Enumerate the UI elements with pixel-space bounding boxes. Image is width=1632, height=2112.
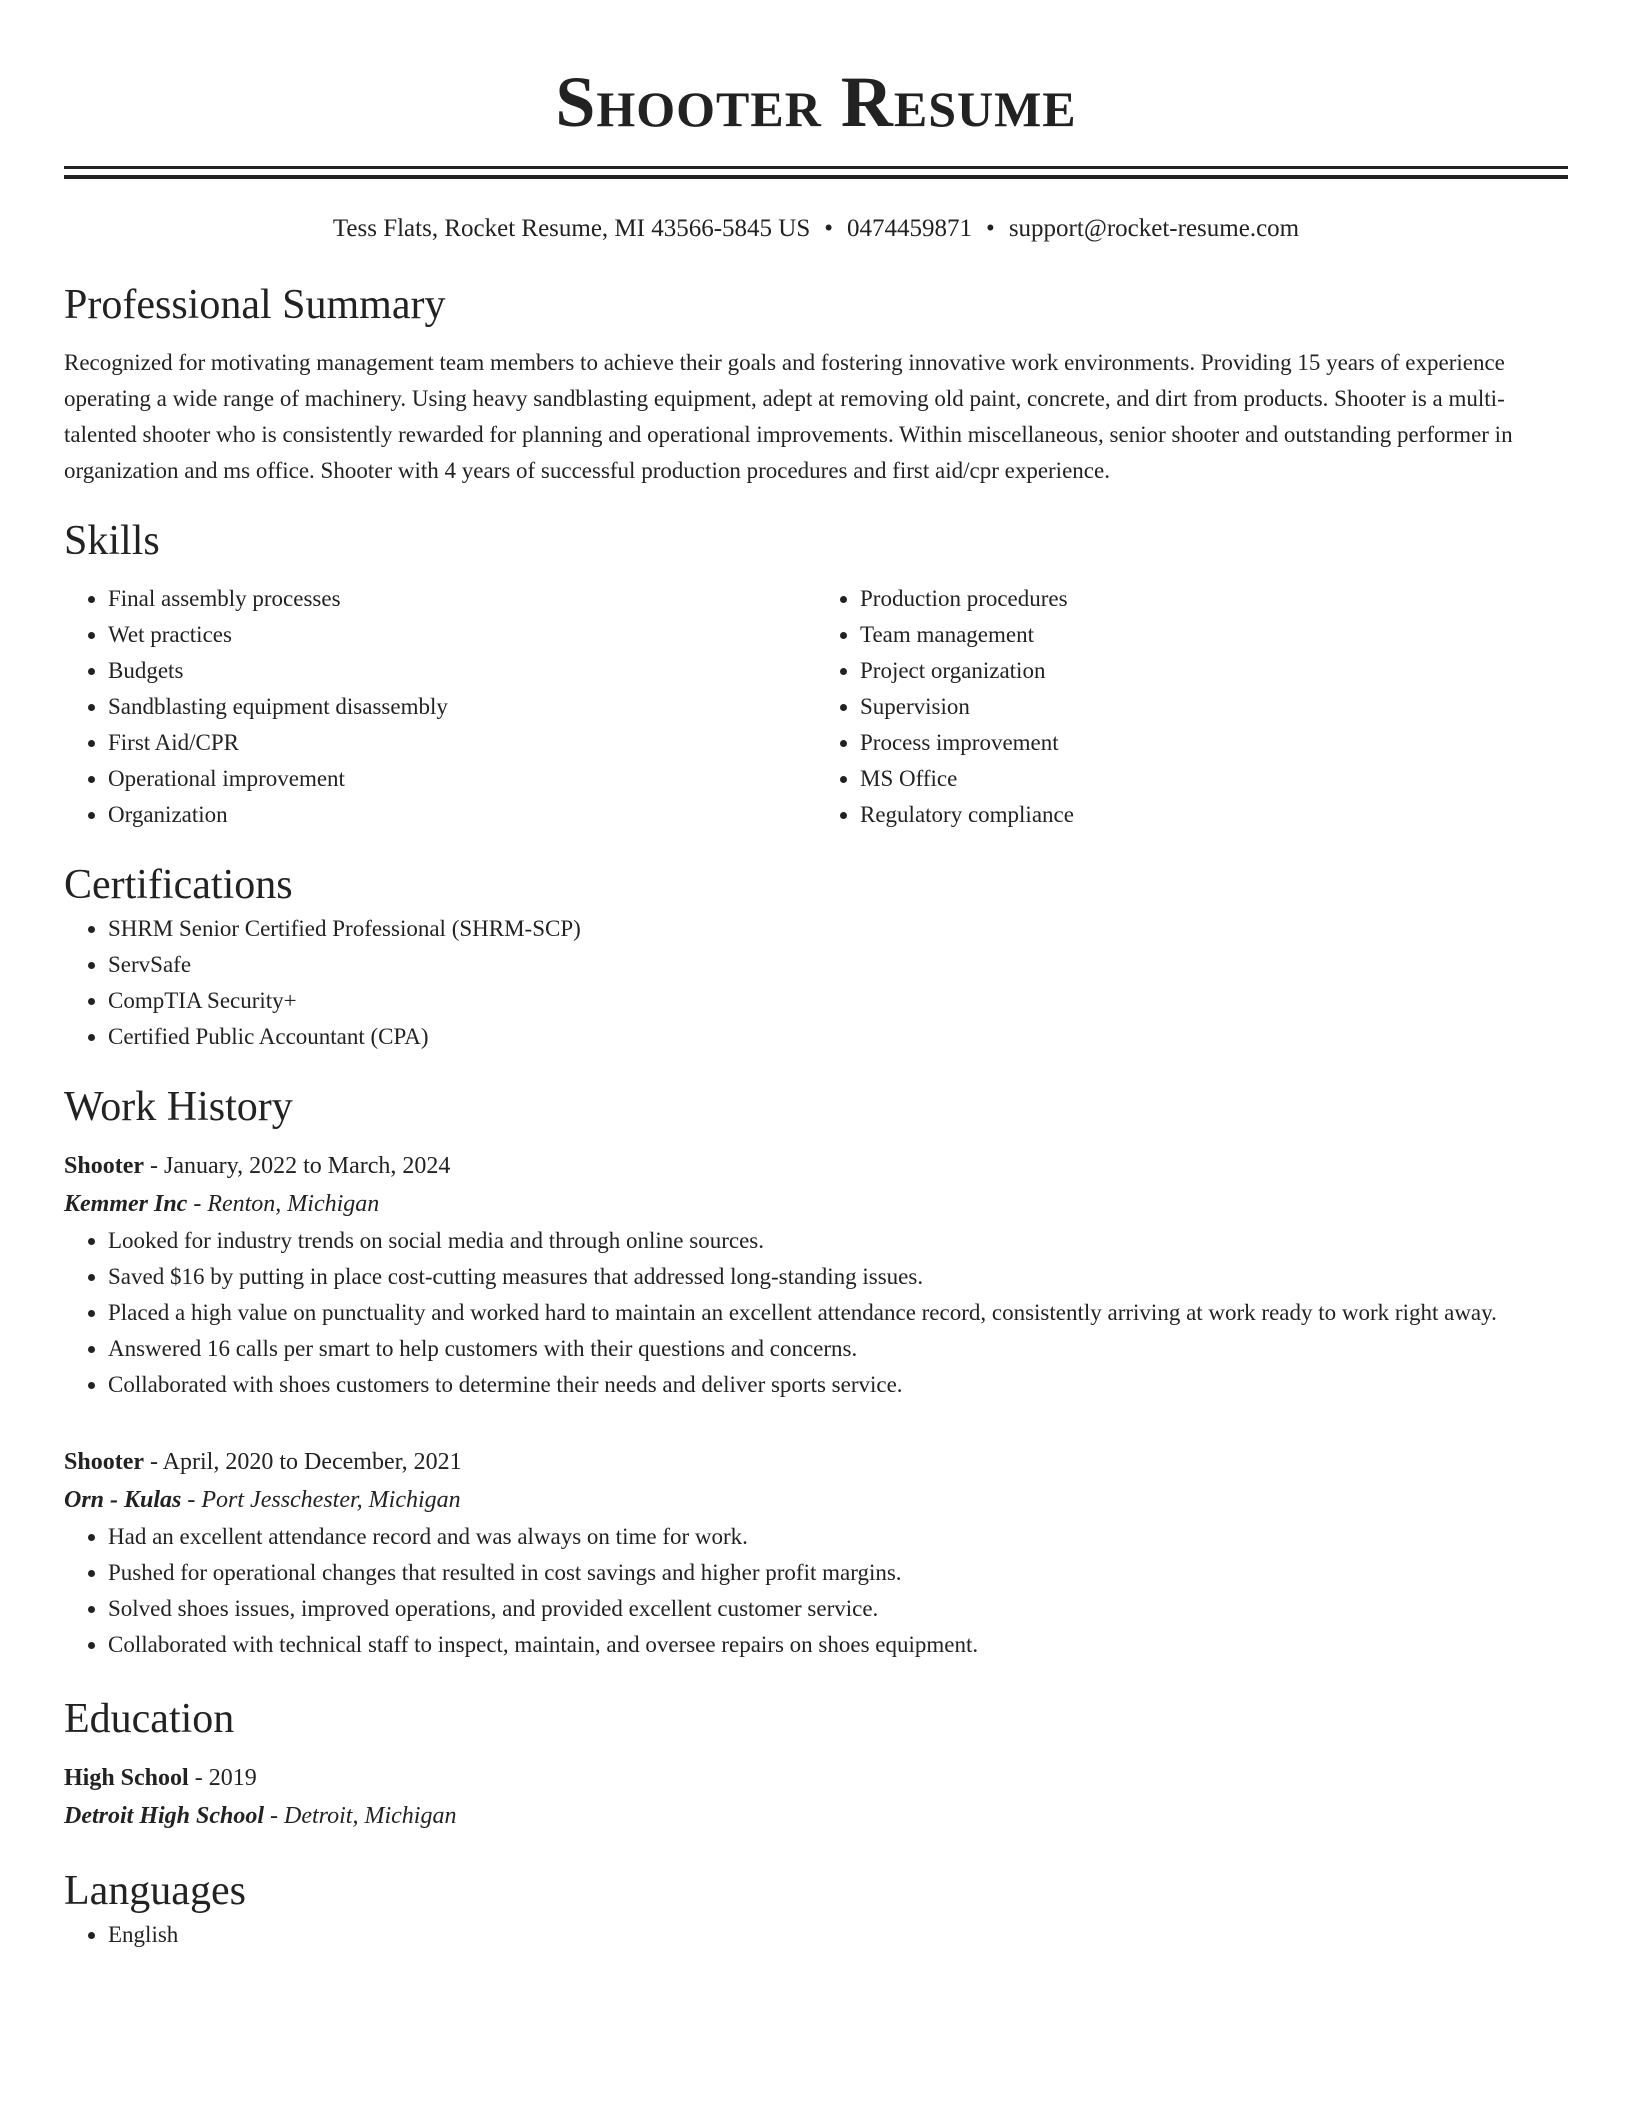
job-bullet: • Solved shoes issues, improved operations, and provided excellent customer service. bbox=[108, 1591, 1568, 1627]
work-history-section bbox=[64, 1081, 1568, 1663]
languages-heading: Languages bbox=[64, 1868, 246, 1914]
job-title: Shooter bbox=[64, 1153, 144, 1179]
certifications-list bbox=[64, 911, 1568, 1055]
certification-item: • Certified Public Accountant (CPA) bbox=[108, 1019, 1568, 1055]
skill-item: • Wet practices bbox=[108, 617, 816, 653]
skill-item: • Budgets bbox=[108, 653, 816, 689]
skill-item: • Production procedures bbox=[860, 581, 1568, 617]
summary-heading: Professional Summary bbox=[64, 282, 446, 328]
education-location: Detroit, Michigan bbox=[284, 1803, 457, 1829]
summary-text: Recognized for motivating management team members to achieve their goals and fostering innovative work environments. Providing 15 years of experience operating a wide range of machinery. Using heavy sandblasting equipment, adept at removing old paint, concrete, and dirt from products. Shooter is a multi-talented shooter who is consistently rewarded for planning and operational improvements. Within miscellaneous, senior shooter and outstanding performer in organization and ms office. Shooter with 4 years of successful production procedures and first aid/cpr experience. bbox=[64, 350, 1513, 483]
title-rule-top bbox=[64, 166, 1568, 169]
job-bullet: • Collaborated with technical staff to inspect, maintain, and oversee repairs on shoes equipment. bbox=[108, 1627, 1568, 1663]
education-heading: Education bbox=[64, 1696, 235, 1742]
job-company: Kemmer Inc bbox=[64, 1191, 188, 1217]
job-bullet: • Saved $16 by putting in place cost-cutting measures that addressed long-standing issues. bbox=[108, 1259, 1568, 1295]
skill-item: • Sandblasting equipment disassembly bbox=[108, 689, 816, 725]
job-bullet: • Answered 16 calls per smart to help customers with their questions and concerns. bbox=[108, 1331, 1568, 1367]
skill-item: • Final assembly processes bbox=[108, 581, 816, 617]
job-company-line: Kemmer Inc - Renton, Michigan bbox=[64, 1191, 380, 1217]
skill-item: • Supervision bbox=[860, 689, 1568, 725]
skill-item: • Process improvement bbox=[860, 725, 1568, 761]
job-company: Orn - Kulas bbox=[64, 1487, 182, 1513]
contact-separator: • bbox=[824, 215, 834, 242]
skill-item: • Operational improvement bbox=[108, 761, 816, 797]
title-rule-bottom bbox=[64, 175, 1568, 179]
job-bullet: • Had an excellent attendance record and was always on time for work. bbox=[108, 1519, 1568, 1555]
skills-list-right bbox=[816, 581, 1568, 833]
certification-item: • SHRM Senior Certified Professional (SHRM-SCP) bbox=[108, 911, 1568, 947]
job-bullet: • Collaborated with shoes customers to determine their needs and deliver sports service. bbox=[108, 1367, 1568, 1403]
skill-item: • MS Office bbox=[860, 761, 1568, 797]
skills-list-left bbox=[64, 581, 816, 833]
skill-item: • Project organization bbox=[860, 653, 1568, 689]
contact-email[interactable]: support@rocket-resume.com bbox=[1008, 215, 1300, 242]
job-bullets bbox=[64, 1223, 1568, 1403]
job-dates: January, 2022 to March, 2024 bbox=[164, 1153, 451, 1179]
contact-line bbox=[64, 213, 1568, 245]
skills-columns bbox=[64, 581, 1568, 833]
certifications-heading: Certifications bbox=[64, 862, 293, 908]
job-bullet: • Looked for industry trends on social media and through online sources. bbox=[108, 1223, 1568, 1259]
languages-list bbox=[64, 1917, 1568, 1953]
job-location: Port Jesschester, Michigan bbox=[201, 1487, 461, 1513]
job-dates: April, 2020 to December, 2021 bbox=[162, 1449, 462, 1475]
skill-item: • Organization bbox=[108, 797, 816, 833]
education-degree-line: High School - 2019 bbox=[64, 1765, 257, 1791]
education-section bbox=[64, 1693, 1568, 1835]
job-company-line: Orn - Kulas - Port Jesschester, Michigan bbox=[64, 1487, 461, 1513]
job-entry bbox=[64, 1147, 1568, 1403]
languages-section bbox=[64, 1865, 1568, 1953]
education-school-line: Detroit High School - Detroit, Michigan bbox=[64, 1803, 457, 1829]
job-bullet: • Placed a high value on punctuality and worked hard to maintain an excellent attendance record, consistently arriving at work ready to work right away. bbox=[108, 1295, 1568, 1331]
language-item: • English bbox=[108, 1917, 1568, 1953]
contact-separator: • bbox=[986, 215, 995, 242]
certifications-section bbox=[64, 859, 1568, 1055]
skill-item: • Regulatory compliance bbox=[860, 797, 1568, 833]
job-title: Shooter bbox=[64, 1449, 144, 1475]
education-degree: High School bbox=[64, 1765, 189, 1791]
resume-title: Shooter Resume bbox=[555, 62, 1077, 142]
contact-phone: 0474459871 bbox=[847, 215, 973, 242]
job-title-line: Shooter - April, 2020 to December, 2021 bbox=[64, 1449, 462, 1475]
education-school: Detroit High School bbox=[64, 1803, 265, 1829]
skill-item: • First Aid/CPR bbox=[108, 725, 816, 761]
job-title-line: Shooter - January, 2022 to March, 2024 bbox=[64, 1153, 451, 1179]
certification-item: • ServSafe bbox=[108, 947, 1568, 983]
work-history-heading: Work History bbox=[64, 1084, 293, 1130]
job-location: Renton, Michigan bbox=[207, 1191, 380, 1217]
certification-item: • CompTIA Security+ bbox=[108, 983, 1568, 1019]
summary-section bbox=[64, 279, 1568, 489]
contact-address: Tess Flats, Rocket Resume, MI 43566-5845 US bbox=[332, 215, 811, 242]
education-year: 2019 bbox=[208, 1765, 257, 1791]
skill-item: • Team management bbox=[860, 617, 1568, 653]
skills-heading: Skills bbox=[64, 518, 160, 564]
job-entry bbox=[64, 1443, 1568, 1663]
job-bullets bbox=[64, 1519, 1568, 1663]
job-bullet: • Pushed for operational changes that resulted in cost savings and higher profit margins. bbox=[108, 1555, 1568, 1591]
skills-section bbox=[64, 515, 1568, 833]
